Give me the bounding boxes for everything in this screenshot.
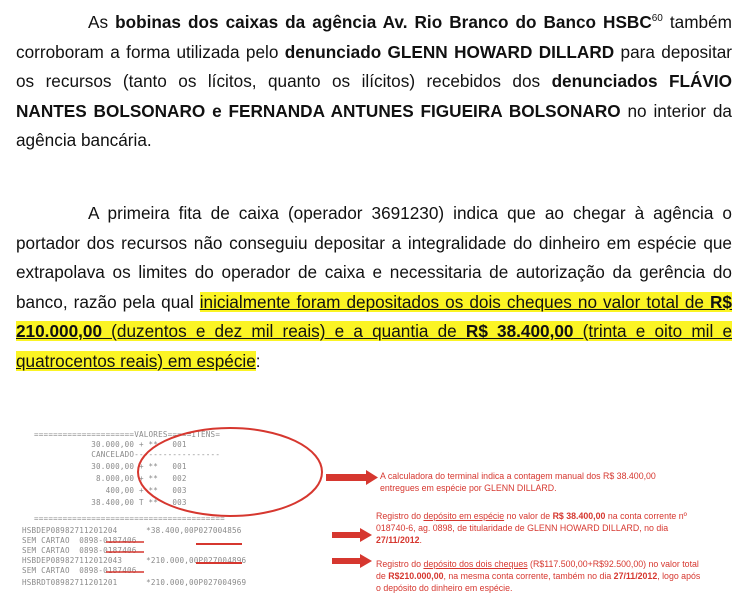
note-text: . xyxy=(419,535,422,545)
note-date: 27/11/2012 xyxy=(376,535,420,545)
text-run: para depositar os recursos (tanto os lícitos, quanto os ilícitos) recebidos dos xyxy=(16,41,733,91)
note-amount: R$ 38.400,00 xyxy=(552,511,606,521)
annotation-calculadora xyxy=(380,470,690,494)
note-text: A calculadora do terminal indica a contagem manual dos R$ 38.400,00 entregues em espécie por GLENN DILLARD. xyxy=(380,471,656,493)
tape-line: HSBRDT08982711201201 *210.000,00P027004969 xyxy=(22,578,247,587)
highlight-ellipse xyxy=(138,428,322,516)
tape-line: SEM CARTAO 0898-0187406 xyxy=(22,566,137,575)
note-text: , na mesma conta corrente, também no dia xyxy=(443,571,614,581)
highlight-amount-especie: R$ 38.400,00 xyxy=(465,321,574,341)
tape-line: HSBDEP08982711201204 *38.400,00P027004856 xyxy=(22,526,242,535)
arrow-icon xyxy=(332,554,372,568)
note-text: (R$117.500,00+R$92.500,00) no valor total de xyxy=(376,559,699,581)
note-text: Registro do xyxy=(376,559,424,569)
bold-text-bobinas: bobinas dos caixas da agência Av. Rio Branco do Banco HSBC xyxy=(115,12,652,32)
highlight-run: (trinta e oito mil e quatrocentos reais) em espécie xyxy=(16,321,732,371)
arrow-icon xyxy=(332,528,372,542)
tape-line: 30.000,00 + ** 001 xyxy=(34,462,187,471)
tape-line: 400,00 + ** 003 xyxy=(34,486,187,495)
tape-line: 8.000,00 + ** 002 xyxy=(34,474,187,483)
arrow-icon xyxy=(326,470,378,485)
tape-line: 38.400,00 T ** 003 xyxy=(34,498,187,507)
note-text-underlined: depósito dos dois cheques xyxy=(423,559,528,569)
paragraph-bobinas xyxy=(16,8,732,156)
annotation-deposito-cheques xyxy=(376,558,706,594)
text-run: também corroboram a forma utilizada pelo xyxy=(16,12,732,62)
note-text: na conta corrente nº 018740-6, ag. 0898, de titularidade de GLENN HOWARD DILLARD, no dia xyxy=(376,511,687,533)
note-text: , logo após o depósito do dinheiro em espécie. xyxy=(376,571,701,593)
bold-text-denunciados: denunciados FLÁVIO NANTES BOLSONARO e FERNANDA ANTUNES FIGUEIRA BOLSONARO xyxy=(16,71,733,121)
paragraph-primeira-fita xyxy=(16,199,732,376)
tape-line: SEM CARTAO 0898-0187406 xyxy=(22,536,137,545)
tape-line: 30.000,00 + ** 001 xyxy=(34,440,187,449)
highlight-run: (duzentos e dez mil reais) e a quantia de xyxy=(102,321,466,341)
annotation-deposito-especie xyxy=(376,510,696,546)
note-amount: R$210.000,00 xyxy=(388,571,444,581)
highlight-run: inicialmente foram depositados os dois cheques no valor total de xyxy=(199,291,710,312)
text-run: As xyxy=(88,12,116,32)
tape-line: =====================VALORES=====ITENS= xyxy=(34,430,221,439)
note-text: Registro do xyxy=(376,511,424,521)
footnote-marker: 60 xyxy=(651,13,663,24)
text-run: no interior da agência bancária. xyxy=(16,100,732,150)
cash-tape-image xyxy=(20,418,730,606)
note-text: no valor de xyxy=(504,511,553,521)
text-run: : xyxy=(255,350,261,371)
tape-line: SEM CARTAO 0898-0187406 xyxy=(22,546,137,555)
tape-line: ======================================== xyxy=(34,514,225,523)
bold-text-denunciado: denunciado GLENN HOWARD DILLARD xyxy=(284,41,615,62)
note-date: 27/11/2012 xyxy=(613,571,658,581)
tape-line: CANCELADO------------------ xyxy=(34,450,221,459)
highlight-amount-cheques: R$ 210.000,00 xyxy=(16,291,732,341)
tape-line: HSBDEP089827112012043 *210.000,00P027004896 xyxy=(22,556,247,565)
text-run: A primeira fita de caixa (operador 3691230) indica que ao chegar à agência o portador dos recursos não conseguiu depositar a integralidade do dinheiro em espécie que extrapolava os limites do operador de caixa e necessitaria de autorização da gerência do banco, razão pela qual xyxy=(16,203,732,312)
note-text-underlined: depósito em espécie xyxy=(423,511,505,521)
